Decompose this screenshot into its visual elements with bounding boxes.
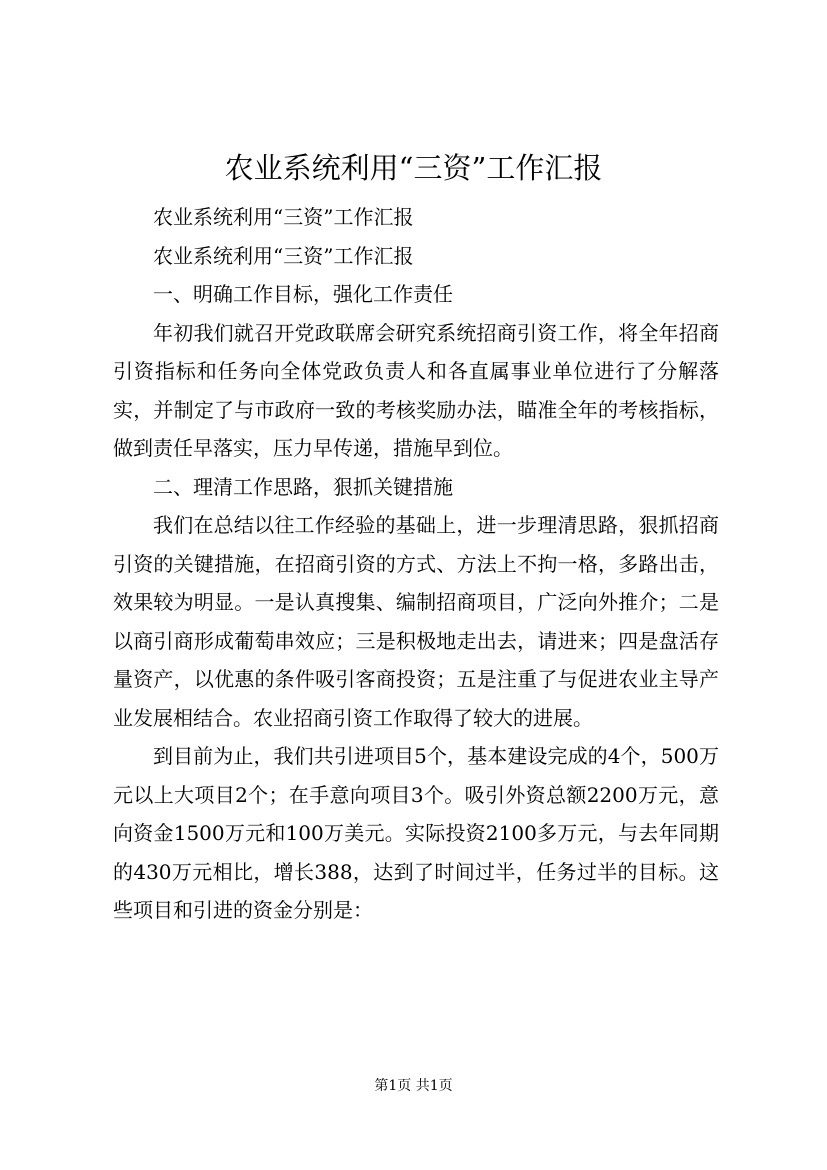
section-heading-2: 二、理清工作思路，狠抓关键措施: [153, 474, 453, 499]
paragraph-body-2: 我们在总结以往工作经验的基础上，进一步理清思路，狠抓招商引资的关键措施，在招商引资的方式、方法上不拘一格，多路出击，效果较为明显。一是认真搜集、编制招商项目，广泛向外推介；二是以商引商形成葡萄串效应；三是积极地走出去，请进来；四是盘活存量资产，以优惠的条件吸引客商投资；五是注重了与促进农业主导产业发展相结合。农业招商引资工作取得了较大的进展。: [113, 513, 719, 730]
paragraph-body-3: 到目前为止，我们共引进项目5个，基本建设完成的4个，500万元以上大项目2个；在手意向项目3个。吸引外资总额2200万元，意向资金1500万元和100万美元。实际投资2100多万元，与去年同期的430万元相比，增长388，达到了时间过半，任务过半的目标。这些项目和引进的资金分别是：: [113, 744, 719, 922]
document-title: 农业系统利用“三资”工作汇报: [224, 151, 603, 185]
section-heading-1: 一、明确工作目标，强化工作责任: [153, 282, 453, 306]
page-footer: 第1页 共1页: [374, 1078, 453, 1094]
paragraph-body-1: 年初我们就召开党政联席会研究系统招商引资工作，将全年招商引资指标和任务向全体党政负责人和各直属事业单位进行了分解落实，并制定了与市政府一致的考核奖励办法，瞄准全年的考核指标，做到责任早落实，压力早传递，措施早到位。: [113, 320, 719, 460]
paragraph-subtitle-2: 农业系统利用“三资”工作汇报: [153, 243, 414, 268]
document-body: [113, 198, 719, 930]
paragraph-subtitle-1: 农业系统利用“三资”工作汇报: [153, 205, 414, 229]
